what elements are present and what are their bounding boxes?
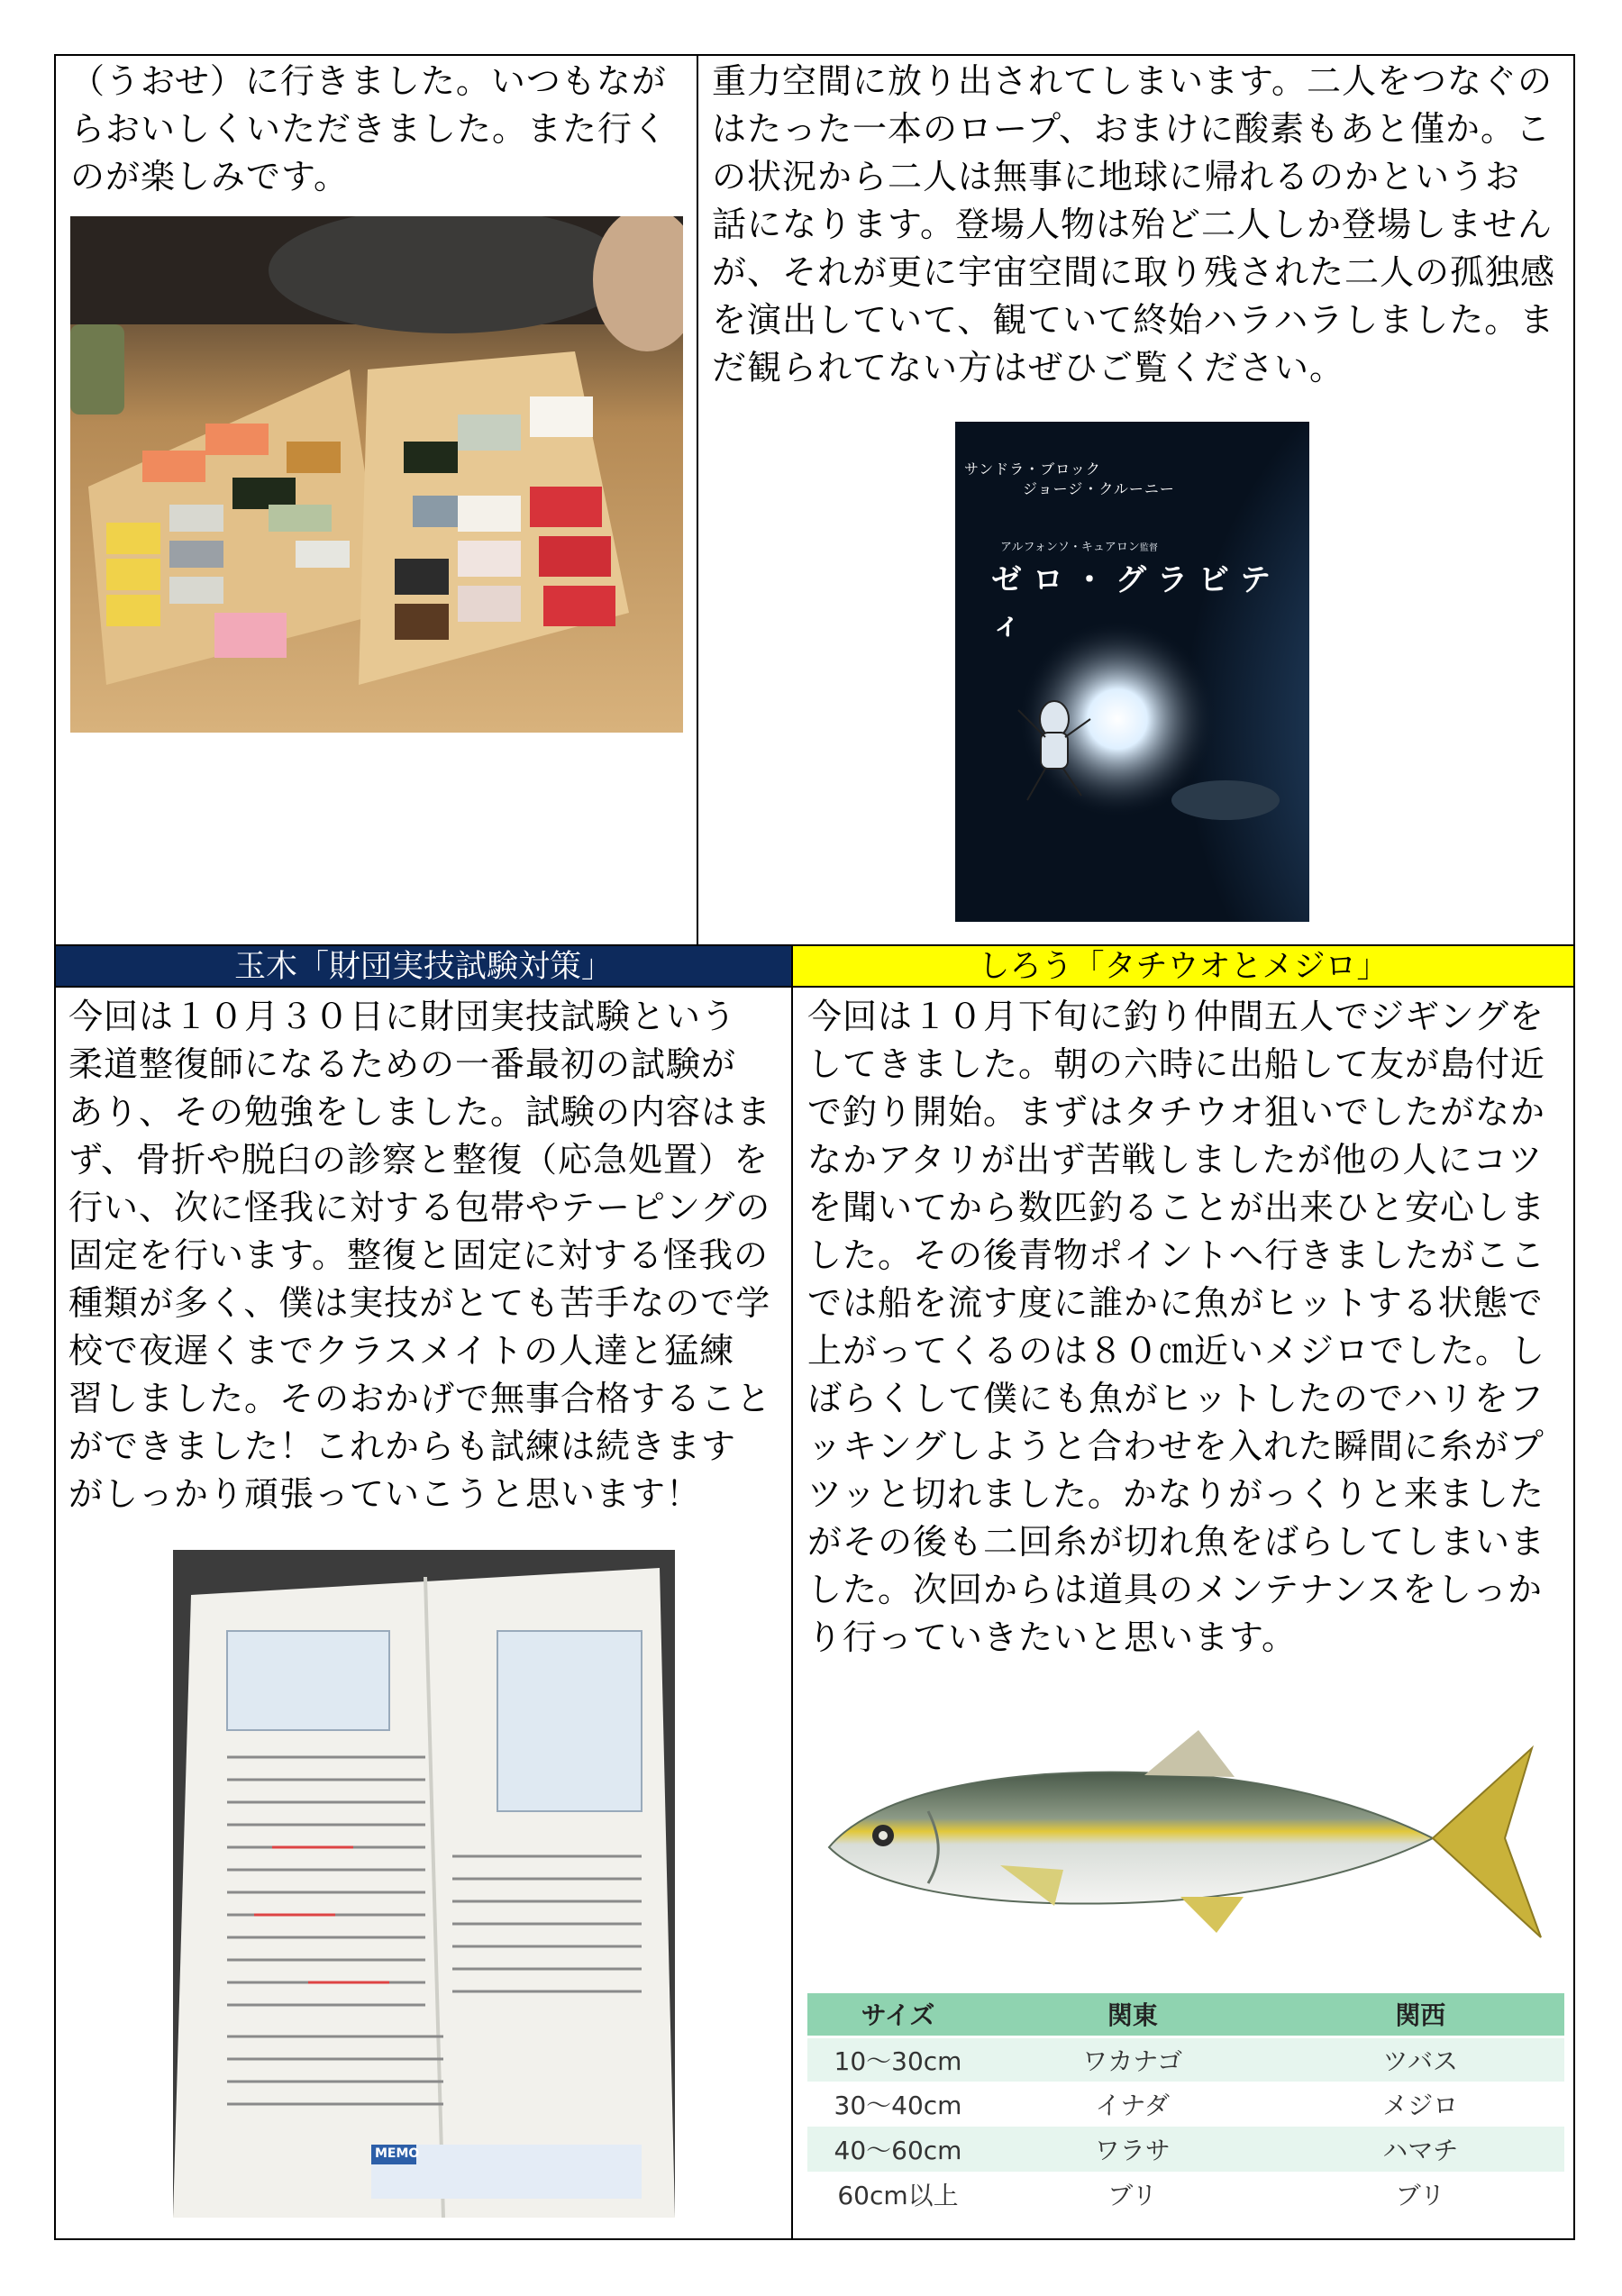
table-row xyxy=(807,2127,1564,2172)
textbook-art xyxy=(173,1550,675,2218)
text-line: なかアタリが出ず苦戦しましたが他の人にコツ xyxy=(807,1140,1544,1180)
shirou-header xyxy=(793,946,1573,988)
text-line: 習しました。そのおかげで無事合格すること xyxy=(68,1379,772,1418)
text-line: 上がってくるのは８０㎝近いメジロでした。し xyxy=(807,1331,1546,1371)
memo-label: MEMO xyxy=(375,2146,420,2161)
text-line: 行い、次に怪我に対する包帯やテーピングの xyxy=(68,1188,771,1227)
poster-director-suffix: 監督 xyxy=(1139,543,1158,553)
fish-illustration xyxy=(820,1712,1568,1973)
text-line: 固定を行います。整復と固定に対する怪我の xyxy=(68,1235,769,1275)
text-line: 今回は１０月３０日に財団実技試験という xyxy=(68,997,737,1036)
text-line: 話になります。登場人物は殆ど二人しか登場しません xyxy=(712,205,1553,244)
textbook-photo xyxy=(173,1550,675,2218)
fish-size-table-wrap xyxy=(807,1993,1564,2217)
text-line: だ観られてない方はぜひご覧ください。 xyxy=(712,348,1345,387)
tamaki-article-text xyxy=(68,993,789,1518)
text-line: してきました。朝の六時に出船して友が島付近 xyxy=(807,1044,1546,1084)
text-line: 今回は１０月下旬に釣り仲間五人でジギングを xyxy=(807,997,1545,1036)
top-column-divider xyxy=(697,54,698,946)
table-cell: ワカナゴ xyxy=(1082,2045,1183,2076)
text-line: が、それが更に宇宙空間に取り残された二人の孤独感 xyxy=(712,252,1556,292)
table-header-row xyxy=(807,1993,1564,2036)
text-line: ず、骨折や脱臼の診察と整復（応急処置）を xyxy=(68,1140,769,1180)
bottom-column-divider xyxy=(791,944,793,2240)
text-line: 重力空間に放り出されてしまいます。二人をつなぐの xyxy=(712,61,1553,101)
shirou-header-title: しろう「タチウオとメジロ」 xyxy=(978,949,1389,985)
poster-director-name: アルフォンソ・キュアロン xyxy=(1000,541,1140,554)
text-line: がしっかり頑張っていこうと思います！ xyxy=(68,1474,702,1514)
table-cell: ブリ xyxy=(1107,2181,1158,2210)
text-line: ッキングしようと合わせを入れた瞬間に糸がプ xyxy=(807,1426,1545,1466)
table-header-cell: 関東 xyxy=(1107,2000,1158,2031)
text-line: あり、その勉強をしました。試験の内容はま xyxy=(68,1092,772,1132)
text-line: り行っていきたいと思います。 xyxy=(807,1617,1297,1657)
text-line: のが楽しみです。 xyxy=(70,157,349,196)
text-line: ができました！これからも試練は続きます xyxy=(68,1426,737,1466)
sushi-photo xyxy=(70,216,683,733)
text-line: した。次回からは道具のメンテナンスをしっか xyxy=(807,1570,1543,1609)
text-line: らおいしくいただきました。また行く xyxy=(70,109,669,149)
text-line: した。その後青物ポイントへ行きましたがここ xyxy=(807,1235,1546,1275)
poster-cast-1: サンドラ・ブロック xyxy=(964,460,1101,478)
poster-director xyxy=(1000,537,1158,554)
table-row xyxy=(807,2082,1564,2127)
text-line: では船を流す度に誰かに魚がヒットする状態で xyxy=(807,1283,1544,1323)
table-row xyxy=(807,2172,1564,2217)
table-row xyxy=(807,2036,1564,2082)
text-line: （うおせ）に行きました。いつもなが xyxy=(70,61,667,101)
poster-cast-2: ジョージ・クルーニー xyxy=(1023,480,1175,497)
table-cell: ハマチ xyxy=(1382,2136,1459,2165)
text-line: で釣り開始。まずはタチウオ狙いでしたがなか xyxy=(807,1092,1546,1132)
table-cell: ワラサ xyxy=(1094,2136,1171,2165)
sushi-illustration xyxy=(70,216,683,733)
movie-article-text xyxy=(712,58,1568,392)
table-cell: 30～40cm xyxy=(834,2091,962,2120)
table-cell: 10～30cm xyxy=(834,2045,962,2076)
table-header-cell: サイズ xyxy=(861,2000,935,2031)
table-cell: ブリ xyxy=(1395,2181,1445,2210)
text-line: ツッと切れました。かなりがっくりと来ました xyxy=(807,1474,1545,1514)
text-line: 柔道整復師になるための一番最初の試験が xyxy=(68,1044,737,1084)
text-line: ばらくして僕にも魚がヒットしたのでハリをフ xyxy=(807,1379,1545,1418)
poster-title: ゼロ・グラビティ xyxy=(991,562,1281,642)
table-header-cell: 関西 xyxy=(1395,2000,1446,2031)
tamaki-header-title: 玉木「財団実技試験対策」 xyxy=(233,949,613,985)
shirou-article-text xyxy=(807,993,1572,1662)
text-line: を演出していて、観ていて終始ハラハラしました。ま xyxy=(712,300,1555,340)
table-cell: 60cm以上 xyxy=(837,2181,959,2210)
movie-poster xyxy=(955,422,1309,922)
table-cell: メジロ xyxy=(1382,2091,1459,2120)
text-line: はたった一本のロープ、おまけに酸素もあと僅か。こ xyxy=(712,109,1552,149)
text-line: を聞いてから数匹釣ることが出来ひと安心しま xyxy=(807,1188,1546,1227)
table-cell: 40～60cm xyxy=(834,2136,962,2165)
text-line: 種類が多く、僕は実技がとても苦手なので学 xyxy=(68,1283,771,1323)
table-cell: イナダ xyxy=(1095,2091,1171,2120)
fish-size-table xyxy=(807,1993,1564,2217)
tamaki-header xyxy=(56,946,791,988)
sushi-article-text xyxy=(70,58,692,201)
text-line: の状況から二人は無事に地球に帰れるのかというお xyxy=(712,157,1521,196)
table-cell: ツバス xyxy=(1382,2045,1458,2076)
text-line: 校で夜遅くまでクラスメイトの人達と猛練 xyxy=(68,1331,735,1371)
text-line: がその後も二回糸が切れ魚をばらしてしまいま xyxy=(807,1522,1546,1562)
yellowtail-fish-image xyxy=(820,1712,1568,1973)
